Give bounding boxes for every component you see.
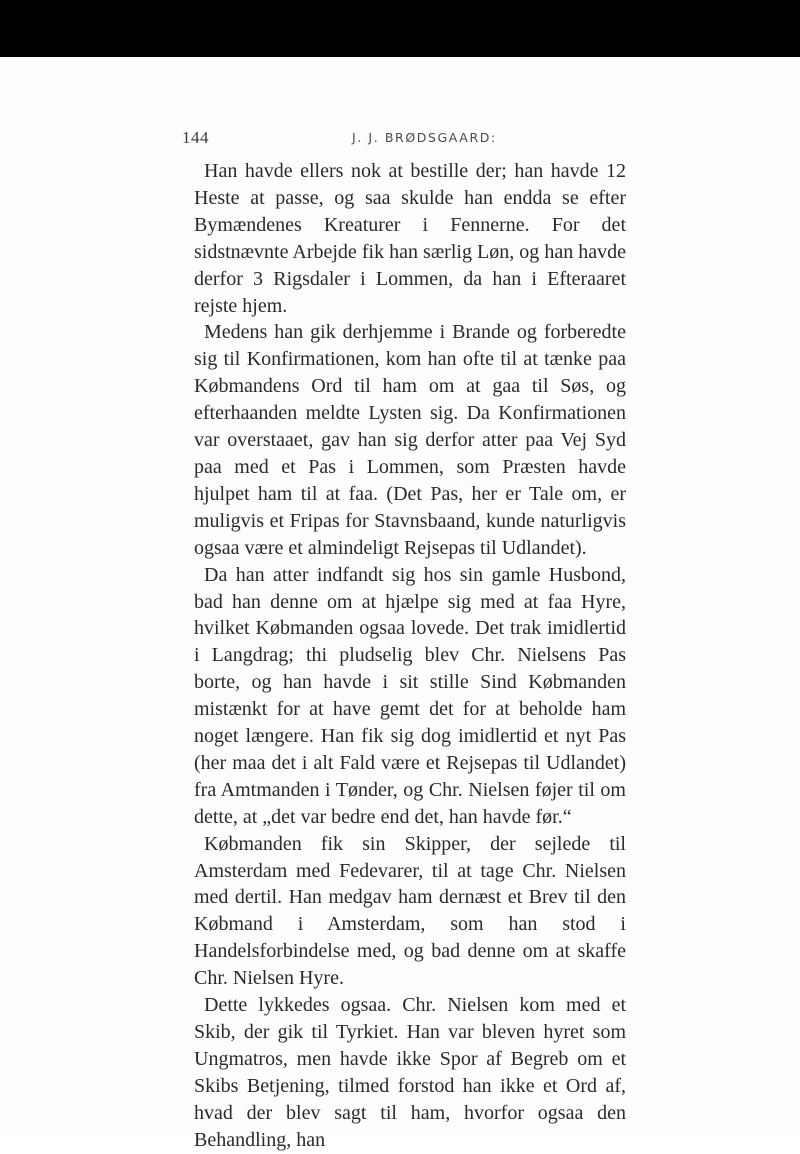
page-header: [182, 128, 632, 150]
page-number: 144: [182, 128, 209, 147]
paragraph: Dette lykkedes ogsaa. Chr. Nielsen kom med et Skib, der gik til Tyrkiet. Han var bleven hyret som Ungmatros, men havde ikke Spor af Begreb om et Skibs Betjening, tilmed forstod han ikke et Ord af, hvad der blev sagt til ham, hvorfor ogsaa den Behandling, han: [194, 994, 626, 1151]
paragraph: Medens han gik derhjemme i Brande og forberedte sig til Konfirmationen, kom han ofte til at tænke paa Købmandens Ord til ham om at gaa til Søs, og efterhaanden meldte Lysten sig. Da Konfirmationen var overstaaet, gav han sig derfor atter paa Vej Syd paa med et Pas i Lommen, som Præsten havde hjulpet ham til at faa. (Det Pas, her er Tale om, er muligvis et Fripas for Stavnsbaand, kunde naturligvis ogsaa være et almindeligt Rejsepas til Udlandet).: [194, 321, 626, 559]
scan-black-band: [0, 0, 800, 57]
paragraph: Han havde ellers nok at bestille der; han havde 12 Heste at passe, og saa skulde han endda se efter Bymændenes Kreaturer i Fennerne. For det sidstnævnte Arbejde fik han særlig Løn, og han havde derfor 3 Rigsdaler i Lommen, da han i Efteraaret rejste hjem.: [194, 160, 626, 317]
running-head: J. J. BRØDSGAARD:: [352, 130, 497, 145]
paragraph: Købmanden fik sin Skipper, der sejlede til Amsterdam med Fedevarer, til at tage Chr. Nielsen med dertil. Han medgav ham dernæst et Brev til den Købmand i Amsterdam, som han stod i Handelsforbindelse med, og bad denne om at skaffe Chr. Nielsen Hyre.: [194, 832, 626, 990]
paragraph: Da han atter indfandt sig hos sin gamle Husbond, bad han denne om at hjælpe sig med at faa Hyre, hvilket Købmanden ogsaa lovede. Det trak imidlertid i Langdrag; thi pludselig blev Chr. Nielsens Pas borte, og han havde i sit stille Sind Købmanden mistænkt for at have gemt det for at beholde ham noget længere. Han fik sig dog imidlertid et nyt Pas (her maa det i alt Fald være et Rejsepas til Udlandet) fra Amtmanden i Tønder, og Chr. Nielsen føjer til om dette, at „det var bedre end det, han havde før.“: [194, 563, 626, 828]
body-text: [194, 158, 626, 1154]
